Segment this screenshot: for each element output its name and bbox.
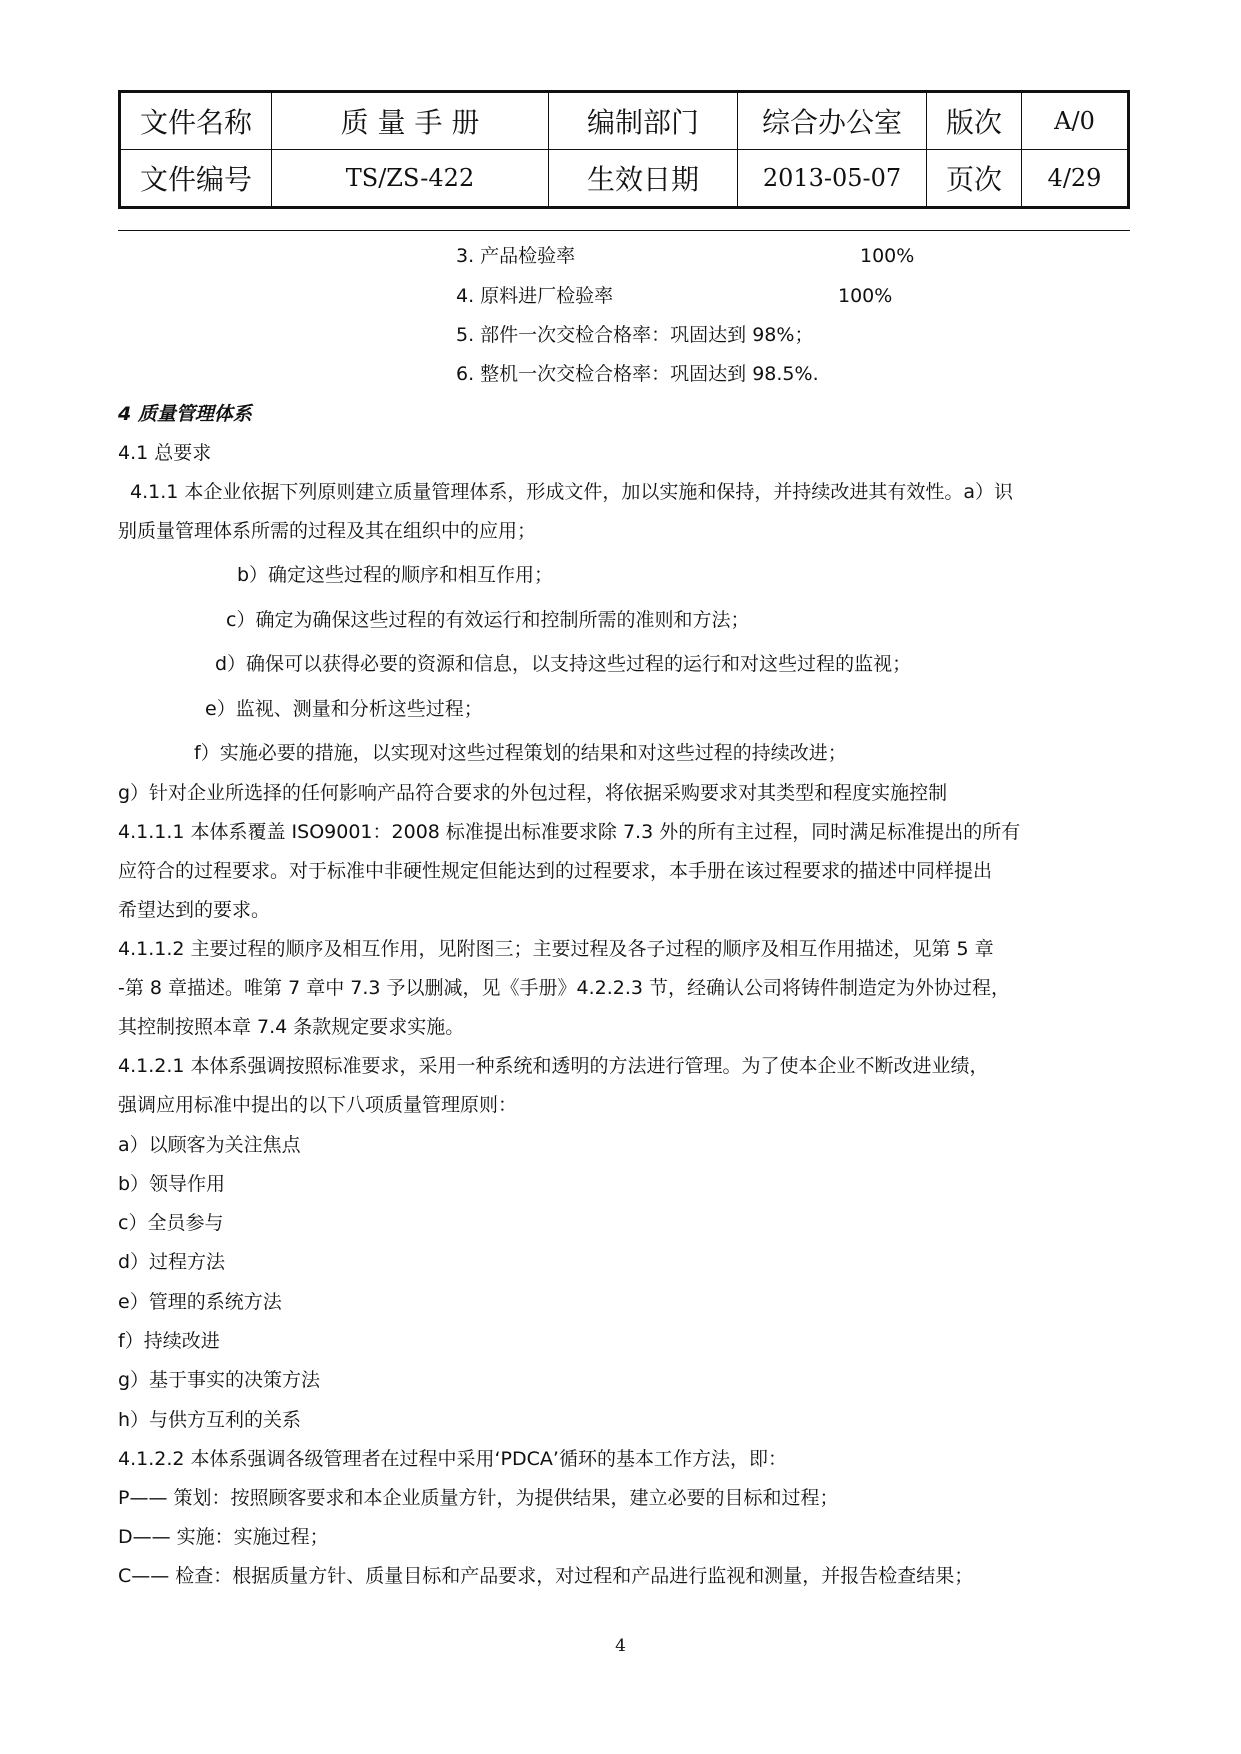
header-rule <box>118 230 1130 231</box>
body-line-4112-b: -第 8 章描述。唯第 7 章中 7.3 予以删减，见《手册》4.2.2.3 节，经确认公司将铸件制造定为外协过程， <box>118 977 1011 999</box>
body-line-1: 4.1.1 本企业依据下列原则建立质量管理体系，形成文件，加以实施和保持，并持续改进其有效性。a）识 <box>130 481 1014 503</box>
list-item-e: e）监视、测量和分析这些过程； <box>205 698 483 720</box>
target-value-3: 100% <box>860 245 915 267</box>
list-item-g: g）针对企业所选择的任何影响产品符合要求的外包过程，将依据采购要求对其类型和程度实施控制 <box>118 782 948 804</box>
header-table <box>118 90 1130 209</box>
target-item-6: 6. 整机一次交检合格率：巩固达到 98.5%. <box>456 363 819 385</box>
target-item-4: 4. 原料进厂检验率 <box>456 285 614 307</box>
list-item-c: c）确定为确保这些过程的有效运行和控制所需的准则和方法； <box>226 609 750 631</box>
body-line-4111-a: 4.1.1.1 本体系覆盖 ISO9001：2008 标准提出标准要求除 7.3 外的所有主过程，同时满足标准提出的所有 <box>118 821 1021 843</box>
body-line-4111-c: 希望达到的要求。 <box>118 899 271 921</box>
target-item-5: 5. 部件一次交检合格率：巩固达到 98%； <box>456 324 814 346</box>
target-item-3: 3. 产品检验率 <box>456 245 576 267</box>
value-version: A/0 <box>1022 92 1129 150</box>
body-line-2: 别质量管理体系所需的过程及其在组织中的应用； <box>118 520 537 542</box>
principle-h: h）与供方互利的关系 <box>118 1409 302 1431</box>
section-heading: 4 质量管理体系 <box>118 403 252 425</box>
value-doc-name: 质 量 手 册 <box>272 92 549 150</box>
label-dept: 编制部门 <box>549 92 738 150</box>
label-page: 页次 <box>927 150 1022 208</box>
value-page: 4/29 <box>1022 150 1129 208</box>
header-row-1 <box>120 92 1129 150</box>
list-item-b: b）确定这些过程的顺序和相互作用； <box>237 564 554 586</box>
pdca-do: D—— 实施：实施过程； <box>118 1526 329 1548</box>
body-line-4112-c: 其控制按照本章 7.4 条款规定要求实施。 <box>118 1016 465 1038</box>
label-doc-name: 文件名称 <box>120 92 272 150</box>
body-line-4111-b: 应符合的过程要求。对于标准中非硬性规定但能达到的过程要求，本手册在该过程要求的描述中同样提出 <box>118 860 993 882</box>
header-row-2 <box>120 150 1129 208</box>
principle-d: d）过程方法 <box>118 1251 226 1273</box>
body-line-4121-a: 4.1.2.1 本体系强调按照标准要求，采用一种系统和透明的方法进行管理。为了使本企业不断改进业绩， <box>118 1055 989 1077</box>
body-line-4112-a: 4.1.1.2 主要过程的顺序及相互作用，见附图三；主要过程及各子过程的顺序及相互作用描述，见第 5 章 <box>118 938 994 960</box>
principle-c: c）全员参与 <box>118 1212 224 1234</box>
body-line-4121-b: 强调应用标准中提出的以下八项质量管理原则： <box>118 1094 518 1116</box>
label-version: 版次 <box>927 92 1022 150</box>
value-dept: 综合办公室 <box>738 92 927 150</box>
value-doc-no: TS/ZS-422 <box>272 150 549 208</box>
value-effective-date: 2013-05-07 <box>738 150 927 208</box>
body-line-4122: 4.1.2.2 本体系强调各级管理者在过程中采用‘PDCA’循环的基本工作方法，即： <box>118 1448 787 1470</box>
principle-e: e）管理的系统方法 <box>118 1291 282 1313</box>
page-number: 4 <box>615 1636 626 1656</box>
label-doc-no: 文件编号 <box>120 150 272 208</box>
principle-g: g）基于事实的决策方法 <box>118 1369 321 1391</box>
pdca-check: C—— 检查：根据质量方针、质量目标和产品要求，对过程和产品进行监视和测量，并报告检查结果； <box>118 1565 974 1587</box>
list-item-d: d）确保可以获得必要的资源和信息，以支持这些过程的运行和对这些过程的监视； <box>215 653 912 675</box>
principle-b: b）领导作用 <box>118 1173 226 1195</box>
sub-heading: 4.1 总要求 <box>118 442 212 464</box>
principle-f: f）持续改进 <box>118 1330 220 1352</box>
principle-a: a）以顾客为关注焦点 <box>118 1134 301 1156</box>
list-item-f: f）实施必要的措施，以实现对这些过程策划的结果和对这些过程的持续改进； <box>194 742 847 764</box>
pdca-plan: P—— 策划：按照顾客要求和本企业质量方针，为提供结果，建立必要的目标和过程； <box>118 1487 839 1509</box>
target-value-4: 100% <box>838 285 893 307</box>
label-effective-date: 生效日期 <box>549 150 738 208</box>
